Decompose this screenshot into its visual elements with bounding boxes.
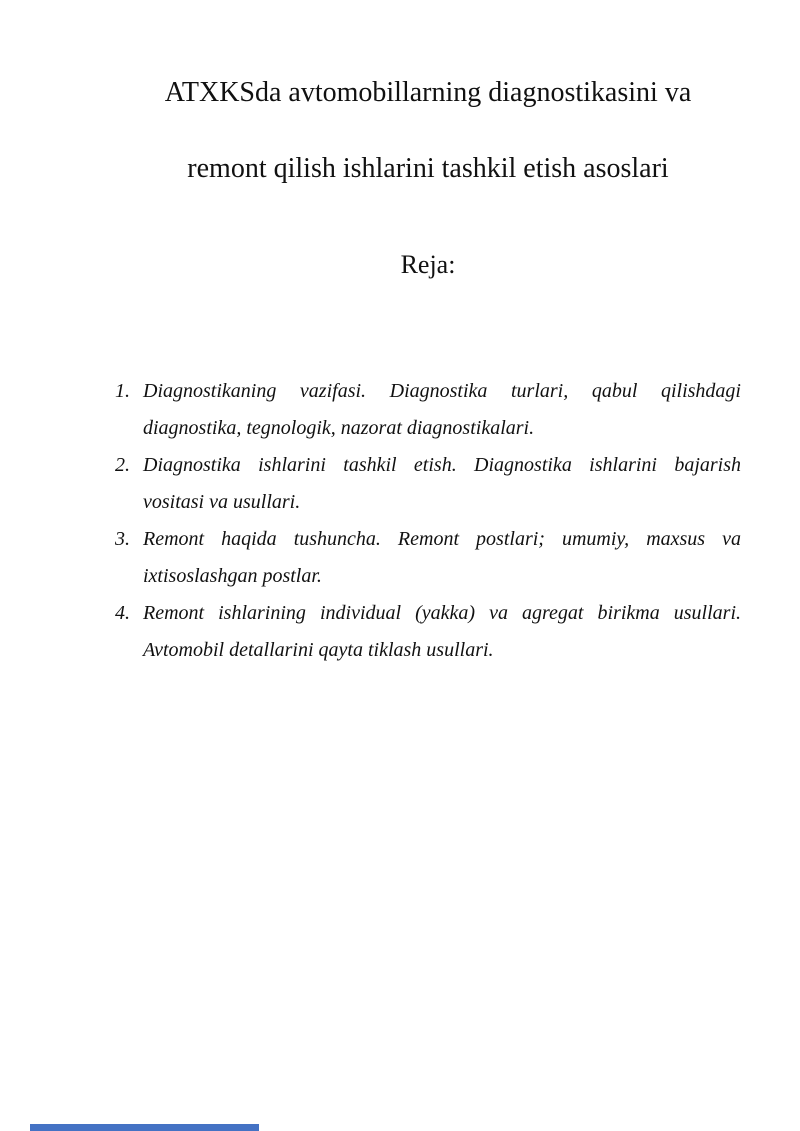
list-item (115, 521, 741, 595)
plan-list (115, 373, 741, 669)
item-number: 1. (115, 380, 130, 402)
item-text-line: Diagnostika ishlarini tashkil etish. Diagnostika ishlarini bajarish (143, 454, 741, 476)
item-number: 3. (115, 528, 130, 550)
item-text (143, 373, 741, 447)
plan-heading: Reja: (400, 250, 456, 279)
item-text (143, 521, 741, 595)
page-title-line-1: ATXKSda avtomobillarning diagnostikasini va (164, 77, 692, 108)
item-text-line: Diagnostikaning vazifasi. Diagnostika turlari, qabul qilishdagi (143, 380, 741, 402)
item-text-line: Remont ishlarining individual (yakka) va agregat birikma usullari. (143, 602, 741, 624)
item-text-line: Remont haqida tushuncha. Remont postlari; umumiy, maxsus va (143, 528, 741, 550)
page-title (115, 74, 741, 188)
list-item (115, 373, 741, 447)
item-text-line: diagnostika, tegnologik, nazorat diagnostikalari. (143, 417, 535, 439)
item-text (143, 447, 741, 521)
item-text (143, 595, 741, 669)
list-item (115, 447, 741, 521)
page-title-line-2: remont qilish ishlarini tashkil etish asoslari (187, 153, 669, 184)
next-page-blue-bar (30, 1124, 259, 1131)
list-item (115, 595, 741, 669)
item-text-line: Avtomobil detallarini qayta tiklash usullari. (143, 639, 494, 661)
item-text-line: ixtisoslashgan postlar. (143, 565, 322, 587)
item-number: 2. (115, 454, 130, 476)
item-number: 4. (115, 602, 130, 624)
item-text-line: vositasi va usullari. (143, 491, 301, 513)
